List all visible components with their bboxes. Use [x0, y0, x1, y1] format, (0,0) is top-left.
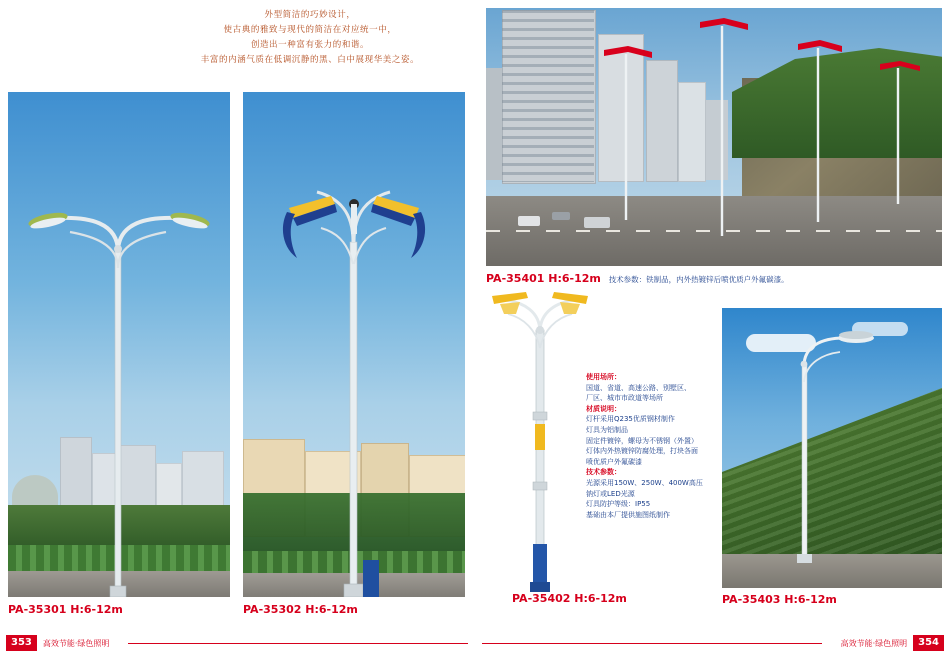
- spec-usage-line-2: 厂区、城市市政道等场所: [586, 394, 663, 403]
- spec-material-line-4: 灯体内外热镀锌防腐处理，打块各面: [586, 447, 698, 456]
- caption-code: PA-35402: [512, 592, 571, 605]
- photo-pa-35302: [243, 92, 465, 597]
- photo-pa-35301: [8, 92, 230, 597]
- spec-material-line-5: 喷优质户外氟碳漆: [586, 457, 642, 466]
- caption-pa-35301: [8, 603, 123, 616]
- footer-rule-right: [482, 643, 822, 644]
- streetlamp-illustration: [486, 286, 596, 596]
- caption-code: PA-35403: [722, 593, 781, 606]
- caption-height: H:6-12m: [574, 592, 627, 605]
- caption-height: H:6-12m: [305, 603, 358, 616]
- spec-material-line-2: 灯具为铝制品: [586, 425, 628, 434]
- page-number-left: 353: [6, 635, 37, 651]
- intro-text: [180, 8, 440, 68]
- footer-text-right: 高效节能·绿色照明: [840, 638, 908, 648]
- caption-note: 技术参数：铁制品，内外热镀锌后喷优质户外氟碳漆。: [608, 275, 789, 284]
- spec-usage-line-1: 国道、省道、高速公路、别墅区、: [586, 383, 691, 392]
- caption-pa-35302: [243, 603, 358, 616]
- photo-pa-35402: [486, 286, 596, 596]
- spec-material-line-1: 灯杆采用Q235优质钢材制作: [586, 415, 675, 424]
- spec-tech-title: 技术参数：: [586, 468, 621, 477]
- caption-height: H:6-12m: [548, 272, 601, 285]
- intro-line-1: 外型简洁的巧妙设计，: [264, 10, 356, 20]
- page-number-right: 354: [913, 635, 944, 651]
- caption-pa-35401: [486, 272, 789, 285]
- streetlamp-row: [486, 8, 942, 266]
- caption-pa-35402: [512, 592, 627, 605]
- spec-tech-line-4: 基础由本厂提供施图纸制作: [586, 510, 670, 519]
- caption-code: PA-35302: [243, 603, 302, 616]
- footer-rule-left: [128, 643, 468, 644]
- footer-text-left: 高效节能·绿色照明: [42, 638, 110, 648]
- spec-tech-line-2: 钠灯或LED光源: [586, 489, 635, 498]
- footer-left: [6, 634, 115, 652]
- spec-material-title: 材质说明：: [586, 404, 621, 413]
- intro-line-3: 创造出一种富有张力的和谐。: [250, 40, 370, 50]
- photo-pa-35403: [722, 308, 942, 588]
- caption-height: H:6-12m: [70, 603, 123, 616]
- intro-line-4: 丰富的内涵气质在低调沉静的黑、白中展现华美之姿。: [200, 55, 420, 65]
- spec-block: [586, 372, 704, 520]
- spec-tech-line-1: 光源采用150W、250W、400W高压: [586, 478, 703, 487]
- footer-right: [835, 634, 944, 652]
- photo-pa-35401: [486, 8, 942, 266]
- intro-line-2: 使古典的雅致与现代的简洁在对应统一中，: [223, 25, 397, 35]
- caption-code: PA-35401: [486, 272, 545, 285]
- streetlamp-illustration: [8, 92, 230, 597]
- streetlamp-illustration: [722, 308, 942, 588]
- spec-tech-line-3: 灯具防护等级：IP55: [586, 500, 651, 509]
- caption-height: H:6-12m: [784, 593, 837, 606]
- caption-pa-35403: [722, 593, 837, 606]
- caption-code: PA-35301: [8, 603, 67, 616]
- spec-usage-title: 使用场所：: [586, 373, 621, 381]
- spec-material-line-3: 固定件镀锌，螺母为不锈钢（外置）: [586, 436, 698, 445]
- streetlamp-illustration: [243, 92, 465, 597]
